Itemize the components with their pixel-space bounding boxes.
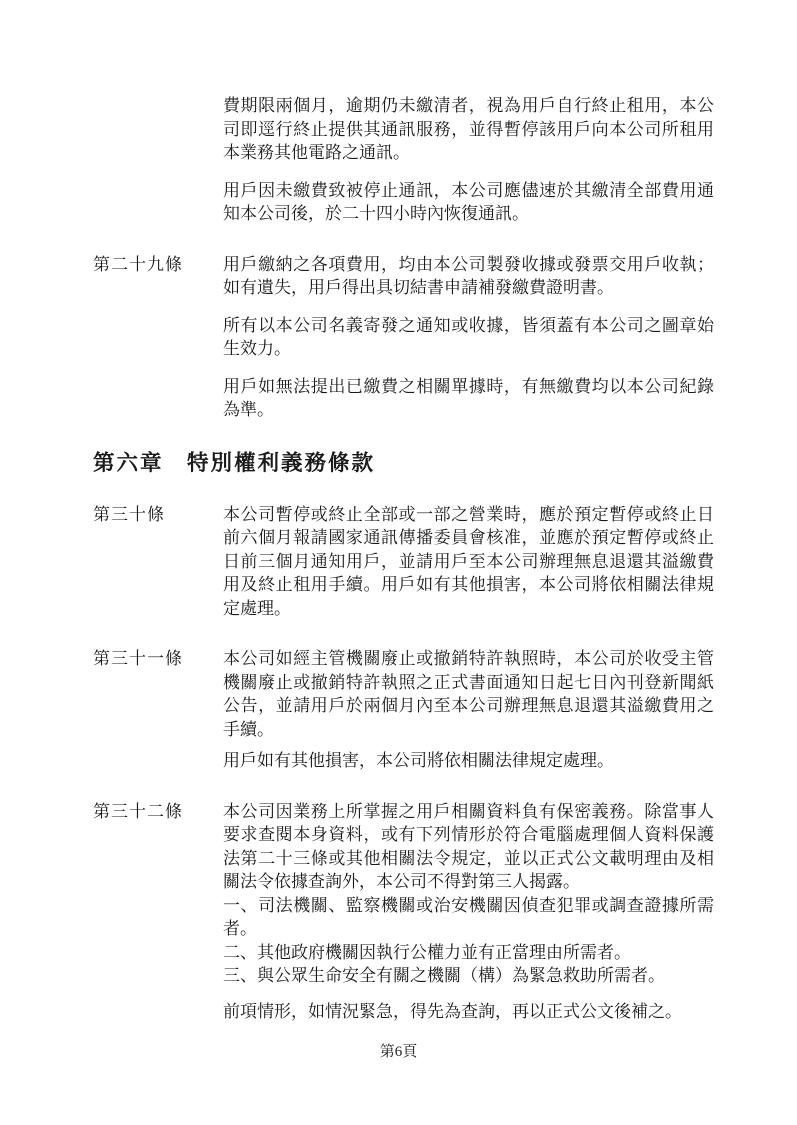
article-30-body [223,503,714,621]
paragraph: 本公司因業務上所掌握之用戶相關資料負有保密義務。除當事人要求查閱本身資料，或有下列情形於符合電腦處理個人資料保護法第二十三條或其他相關法令規定，並以正式公文載明理由及相關法令依據查詢外，本公司不得對第三人揭露。 [223,801,714,891]
article-32-body [223,800,714,1024]
article-31-body [223,647,714,773]
article-32 [93,800,714,1024]
paragraph: 所有以本公司名義寄發之通知或收據，皆須蓋有本公司之圖章始生效力。 [223,315,714,358]
paragraph: 費期限兩個月，逾期仍未繳清者，視為用戶自行終止租用，本公司即逕行終止提供其通訊服務，並得暫停該用戶向本公司所租用本業務其他電路之通訊。 [223,96,714,162]
article-31 [93,647,714,773]
continuation-block [93,94,714,226]
article-32-number: 第三十二條 [93,801,183,821]
paragraph: 用戶如有其他損害，本公司將依相關法律規定處理。 [223,751,614,770]
document-content [93,94,714,1050]
continuation-body [223,94,714,226]
list-item: 三、與公眾生命安全有關之機關（構）為緊急救助所需者。 [223,966,665,985]
chapter-heading: 第六章 特別權利義務條款 [93,450,376,475]
article-29 [93,253,714,422]
paragraph: 用戶如無法提出已繳費之相關單據時，有無繳費均以本公司紀錄為準。 [223,376,714,419]
paragraph: 用戶因未繳費致被停止通訊，本公司應儘速於其繳清全部費用通知本公司後，於二十四小時內恢復通訊。 [223,180,714,223]
paragraph: 本公司如經主管機關廢止或撤銷特許執照時，本公司於收受主管機關廢止或撤銷特許執照之正式書面通知日起七日內刊登新聞紙公告，並請用戶於兩個月內至本公司辦理無息退還其溢繳費用之手續。 [223,649,714,739]
article-29-number: 第二十九條 [93,254,183,274]
article-31-number: 第三十一條 [93,649,183,668]
article-30 [93,503,714,621]
paragraph: 前項情形，如情況緊急，得先為查詢，再以正式公文後補之。 [223,1001,682,1021]
list-item: 一、司法機關、監察機關或治安機關因偵查犯罪或調查證據所需者。 [223,895,714,938]
article-29-body [223,253,714,422]
article-30-number: 第三十條 [93,504,165,524]
paragraph: 本公司暫停或終止全部或一部之營業時，應於預定暫停或終止日前六個月報請國家通訊傳播委員會核准，並應於預定暫停或終止日前三個月通知用戶，並請用戶至本公司辦理無息退還其溢繳費用及終止租用手續。用戶如有其他損害，本公司將依相關法律規定處理。 [223,504,714,618]
page-number: 第6頁 [379,1044,418,1060]
paragraph: 用戶繳納之各項費用，均由本公司製發收據或發票交用戶收執；如有遺失，用戶得出具切結書申請補發繳費證明書。 [223,254,714,297]
list-item: 二、其他政府機關因執行公權力並有正當理由所需者。 [223,942,631,962]
